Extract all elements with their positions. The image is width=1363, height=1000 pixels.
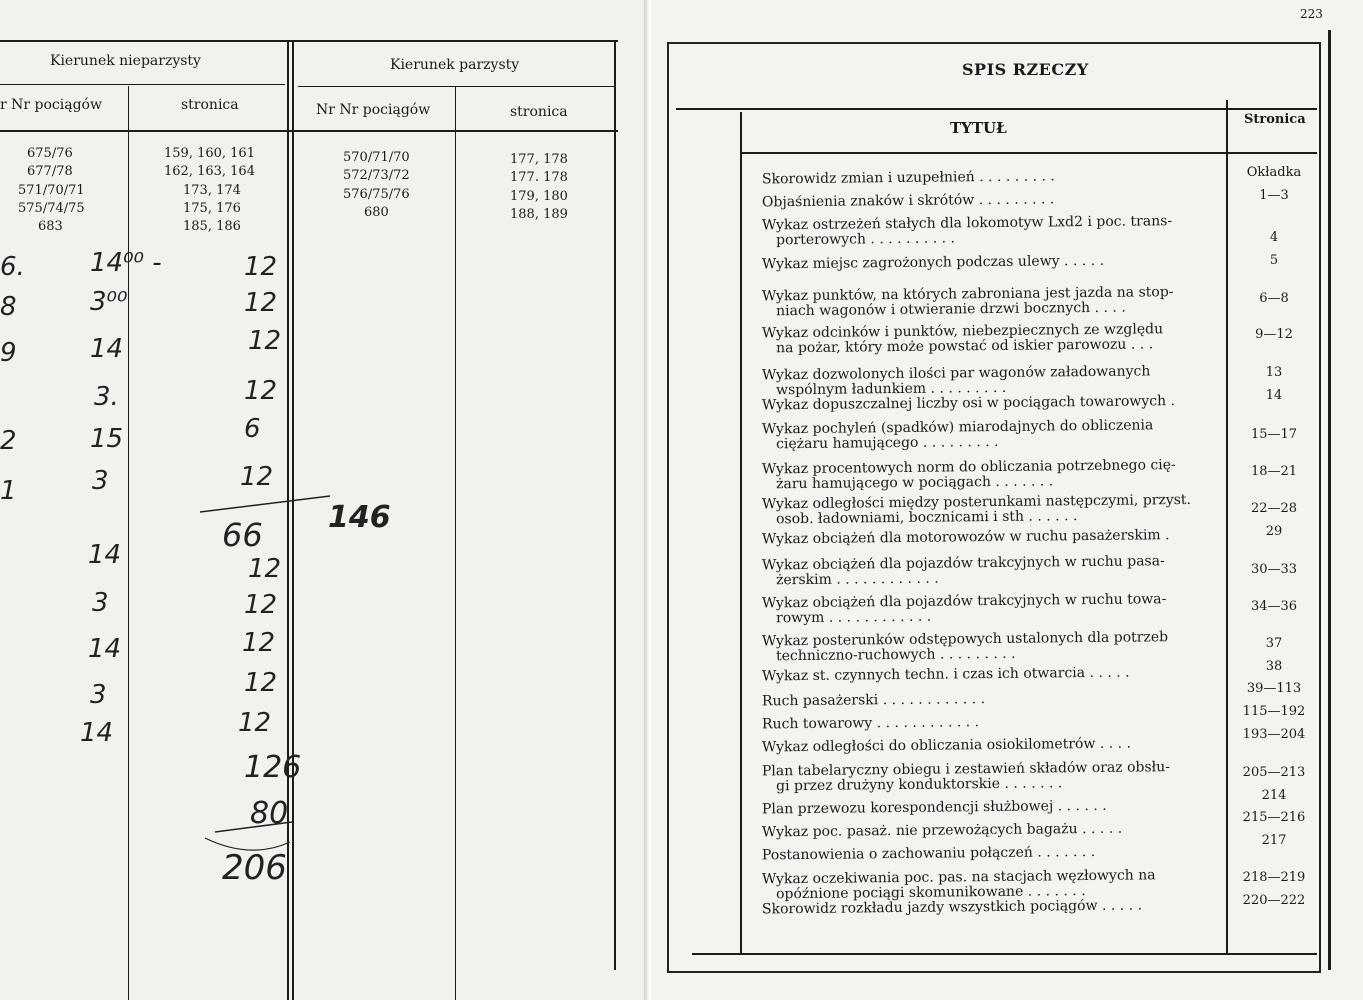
odd-page-5: 185, 186 [183,219,241,234]
toc-entry-line: Skorowidz zmian i uzupełnień . . . . . . . . . [761,168,1055,188]
toc-entry-line: Wykaz obciążeń dla motorowozów w ruchu pasażerskim . [761,527,1170,548]
hw-col-a-3: 14 [90,334,124,364]
hw-col-b-10: 12 [242,628,276,658]
toc-entry-line: niach wagonów i otwieranie drzwi bocznych . . . . [776,299,1126,320]
toc-entry [762,868,1227,903]
toc-entry-line: porterowych . . . . . . . . . . [776,230,956,249]
toc-entry [762,493,1227,528]
toc-entry-line: Wykaz dozwolonych ilości par wagonów załadowanych [761,363,1151,384]
odd-page-2: 162, 163, 164 [164,164,255,179]
toc-entry-page: 214 [1261,788,1287,803]
toc-entry-line: Skorowidz rozkładu jazdy wszystkich pociągów . . . . . [761,897,1143,918]
hw-margin-2: 8 [0,292,17,322]
toc-entry-page: 4 [1269,230,1279,245]
toc-entry-line: Wykaz odcinków i punktów, niebezpiecznych ze względu [761,321,1164,342]
toc-entry-page: 6—8 [1259,291,1289,306]
toc-entry-page: 193—204 [1242,727,1306,742]
toc-entry-page: 1—3 [1259,188,1289,203]
toc-entry-line: Plan tabelaryczny obiegu i zestawień składów oraz obsłu- [761,759,1171,780]
toc-entry-line: Ruch towarowy . . . . . . . . . . . . [761,714,980,733]
toc-entry [762,630,1227,665]
toc-entry-page: 205—213 [1242,765,1306,780]
toc-entry-page: 218—219 [1242,870,1306,885]
hw-col-b-2: 12 [244,288,278,318]
toc-title: SPIS RZECZY [962,60,1089,79]
toc-entry-line: żaru hamującego w pociągach . . . . . . . [776,473,1054,493]
even-train-4: 680 [364,205,389,220]
col-header-title: TYTUŁ [950,119,1007,137]
bottom-rule [692,953,1317,955]
hw-col-b-12: 12 [238,708,272,738]
toc-entry-page: 38 [1265,659,1283,674]
odd-train-4: 575/74/75 [18,201,85,216]
hw-col-a-9: 14 [88,634,122,664]
even-train-2: 572/73/72 [343,168,410,183]
toc-entry-line: Postanowienia o zachowaniu połączeń . . . . . . . [761,843,1096,864]
toc-entry [762,322,1227,357]
toc-entry-page: 30—33 [1250,562,1298,577]
hw-margin-5: 1 [0,476,17,506]
hw-col-a-2: 3⁰⁰ [90,287,128,317]
toc-entry-page: 39—113 [1246,681,1302,696]
even-train-3: 576/75/76 [343,187,410,202]
toc-entry-line: Wykaz dopuszczalnej liczby osi w pociągach towarowych . [761,393,1176,414]
toc-entry-line: Plan przewozu korespondencji służbowej . . . . . . [761,797,1107,818]
hw-col-b-14: 80 [250,796,289,831]
toc-entry [762,760,1227,795]
toc-entry-page: 9—12 [1255,327,1293,342]
toc-entry-page: 217 [1261,833,1287,848]
page-number: 223 [1300,7,1323,21]
hw-col-b-11: 12 [244,668,278,698]
toc-entry-line: Wykaz st. czynnych techn. i czas ich otwarcia . . . . . [761,664,1130,685]
toc-entry-line: Wykaz poc. pasaż. nie przewożących bagażu . . . . . [761,820,1123,841]
toc-entry-line: Wykaz obciążeń dla pojazdów trakcyjnych w ruchu pasa- [761,553,1165,574]
odd-train-2: 677/78 [27,164,73,179]
toc-entry-line: rowym . . . . . . . . . . . . [776,608,932,627]
hw-col-b-6: 12 [240,462,274,492]
toc-entry-page: 13 [1265,365,1283,380]
toc-entry-line: Wykaz obciążeń dla pojazdów trakcyjnych w ruchu towa- [761,591,1167,612]
toc-entry-page: 29 [1265,524,1283,539]
odd-train-3: 571/70/71 [18,183,85,198]
toc-entry-line: ciężaru hamującego . . . . . . . . . [776,433,999,453]
toc-entry-page: 115—192 [1242,704,1306,719]
toc-entry-page: 215—216 [1242,810,1306,825]
odd-train-5: 683 [38,219,63,234]
toc-entry-line: Wykaz posterunków odstępowych ustalonych dla potrzeb [761,629,1169,650]
toc-entry-line: techniczno-ruchowych . . . . . . . . . [776,645,1016,665]
header-even-direction: Kierunek parzysty [390,57,520,73]
odd-page-4: 175, 176 [183,201,241,216]
toc-entry-page: 5 [1269,253,1279,268]
toc-entry [762,418,1227,453]
left-page [0,0,648,1000]
hw-sum-strokes [0,0,648,1000]
hw-col-b-1: 12 [244,252,278,282]
toc-entry [762,285,1227,320]
toc-entry-line: żerskim . . . . . . . . . . . . [776,570,939,589]
toc-entry-page: 37 [1265,636,1283,651]
toc-entry-line: gi przez drużyny konduktorskie . . . . . . . [776,775,1063,795]
odd-train-1: 675/76 [27,146,73,161]
hw-margin-3: 9 [0,338,17,368]
col-header-odd-pages: stronica [181,97,239,113]
hw-col-a-1: 14⁰⁰ - [90,248,162,278]
toc-entry-line: Wykaz oczekiwania poc. pas. na stacjach węzłowych na [761,867,1156,888]
hw-col-a-11: 14 [80,718,114,748]
toc-entry-line: wspólnym ładunkiem . . . . . . . . . [776,379,1007,399]
toc-entry-line: Objaśnienia znaków i skrótów . . . . . . . . . [761,191,1055,211]
toc-entry-line: Wykaz pochyleń (spadków) miarodajnych do obliczenia [761,417,1154,438]
hw-col-b-9: 12 [244,590,278,620]
header-odd-direction: Kierunek nieparzysty [50,53,201,69]
toc-entry-line: Wykaz punktów, na których zabroniana jest jazda na stop- [761,284,1174,305]
toc-entry-page: 22—28 [1250,501,1298,516]
toc-entry-page: Okładka [1246,165,1302,180]
outer-right-rule [1328,30,1331,970]
toc-entry [762,592,1227,627]
toc-entry [762,214,1227,249]
hw-col-a-7: 14 [88,540,122,570]
hw-col-b-3: 12 [248,326,282,356]
col-header-odd-trains: r Nr pociągów [0,97,102,113]
toc-entry-line: osob. ładowniami, bocznicami i sth . . . . . . [776,508,1078,528]
toc-entry-line: Wykaz odległości do obliczania osiokilometrów . . . . [761,735,1132,756]
hw-col-a-6: 3 [92,466,109,496]
toc-entry-line: Wykaz odległości między posterunkami następczymi, przyst. [761,491,1192,513]
even-train-1: 570/71/70 [343,150,410,165]
hw-margin-4: 2 [0,426,17,456]
hw-side-total: 146 [328,500,391,535]
toc-entry-page: 14 [1265,388,1283,403]
hw-col-b-4: 12 [244,376,278,406]
toc-entry-line: Wykaz miejsc zagrożonych podczas ulewy . . . . . [761,252,1105,273]
col-header-even-trains: Nr Nr pociągów [316,102,431,118]
col-header-even-pages: stronica [510,104,568,120]
toc-entry-line: Ruch pasażerski . . . . . . . . . . . . [761,691,986,710]
col-left-rule [740,112,742,954]
hw-col-b-7: 66 [222,516,263,554]
hw-col-b-5: 6 [244,414,261,444]
toc-entry-page: 220—222 [1242,893,1306,908]
toc-entry [762,554,1227,589]
toc-entry-page: 15—17 [1250,427,1298,442]
hw-col-a-10: 3 [90,680,107,710]
even-page-2: 177. 178 [510,170,568,185]
toc-entry-line: opóźnione pociągi skomunikowane . . . . . . . [776,883,1086,903]
toc-entry-page: 18—21 [1250,464,1298,479]
hw-col-b-15: 206 [222,848,287,888]
odd-page-3: 173, 174 [183,183,241,198]
header-rule [742,152,1317,154]
toc-entry [762,458,1227,493]
even-page-1: 177, 178 [510,152,568,167]
even-page-3: 179, 180 [510,189,568,204]
toc-entry-page: 34—36 [1250,599,1298,614]
hw-col-b-8: 12 [248,554,282,584]
hw-col-a-5: 15 [90,424,124,454]
even-page-4: 188, 189 [510,207,568,222]
toc-entry-line: na pożar, który może powstać od iskier parowozu . . . [776,336,1154,357]
hw-col-a-8: 3 [92,588,109,618]
hw-col-a-4: 3. [94,382,119,412]
toc-entry-line: Wykaz procentowych norm do obliczania potrzebnego cię- [761,457,1176,478]
title-rule [676,108,1317,110]
toc-entry-line: Wykaz ostrzeżeń stałych dla lokomotyw Lxd2 i poc. trans- [761,213,1173,234]
odd-page-1: 159, 160, 161 [164,146,255,161]
hw-col-b-13: 126 [244,750,302,785]
hw-margin-1: 6. [0,252,25,282]
col-header-page: Stronica [1244,112,1306,127]
